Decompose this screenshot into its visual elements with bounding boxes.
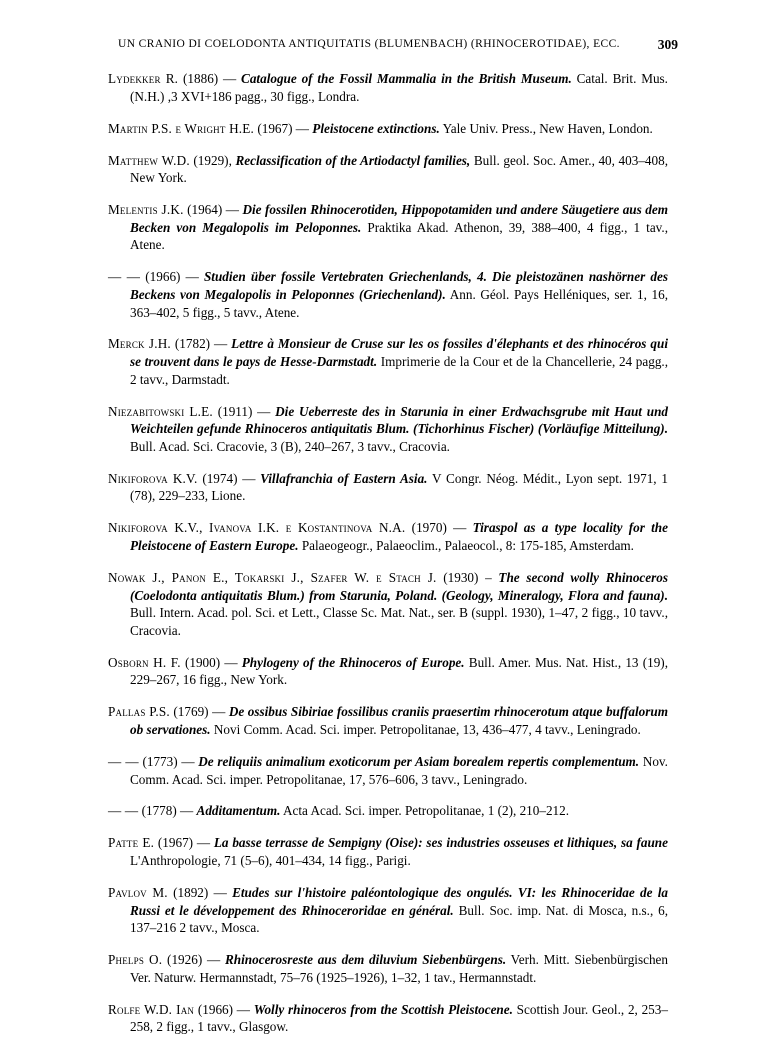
reference-title: Die fossilen Rhinocerotiden, Hippopotamiden und andere Säugetiere aus dem Becken von Megalopolis im Peloponnes. [130, 202, 668, 235]
reference-details: V Congr. Néog. Médit., Lyon sept. 1971, 1 (78), 229–233, Lione. [130, 470, 668, 504]
reference-year: (1778) — [138, 803, 197, 819]
reference-year: (1911) — [212, 403, 276, 419]
reference-author: Nikiforova K.V. [108, 470, 198, 486]
reference-details: Acta Acad. Sci. imper. Petropolitanae, 1 (2), 210–212. [280, 803, 570, 819]
reference-year: (1886) — [178, 71, 242, 86]
reference-details: Catal. Brit. Mus. (N.H.) ,3 XVI+186 pagg., 30 figg., Londra. [130, 71, 668, 104]
reference-author: Osborn H. F. [108, 654, 181, 670]
reference-author: — — [108, 269, 141, 285]
reference-title: Tiraspol as a type locality for the Pleistocene of Eastern Europe. [130, 520, 668, 553]
reference-title: Rhinocerosreste aus dem diluvium Siebenbürgens. [225, 952, 507, 968]
reference-entry [108, 654, 668, 689]
reference-details: Scottish Jour. Geol., 2, 253–258, 2 figg., 1 tavv., Glasgow. [130, 1001, 668, 1035]
reference-details: Ann. Géol. Pays Helléniques, ser. 1, 16, 363–402, 5 figg., 5 tavv., Atene. [130, 286, 668, 320]
reference-list [108, 70, 668, 1050]
reference-title: Pleistocene extinctions. [312, 120, 440, 136]
running-header [118, 38, 678, 50]
reference-title: Reclassification of the Artiodactyl families, [235, 152, 471, 168]
reference-entry [108, 753, 668, 788]
reference-title: Etudes sur l'histoire paléontologique des ongulés. VI: les Rhinoceridae de la Russi et le développement des Rhinoceroridae en général. [130, 885, 669, 918]
reference-details: Bull. Amer. Mus. Nat. Hist., 13 (19), 229–267, 16 figg., New York. [130, 654, 668, 688]
reference-year: (1967) — [254, 120, 313, 136]
reference-title: Catalogue of the Fossil Mammalia in the British Museum. [241, 71, 572, 86]
reference-author: Matthew W.D. [108, 152, 190, 168]
reference-details: L'Anthropologie, 71 (5–6), 401–434, 14 figg., Parigi. [130, 853, 411, 869]
reference-entry [108, 1001, 668, 1036]
reference-details: Imprimerie de la Cour et de la Chancellerie, 24 pagg., 2 tavv., Darmstadt. [130, 354, 669, 387]
reference-year: (1966) — [140, 269, 204, 285]
reference-title: The second wolly Rhinoceros (Coelodonta antiquitatis Blum.) from Starunia, Poland. (Geology, Mineralogy, Flora and fauna). [130, 569, 668, 603]
reference-title: La basse terrasse de Sempigny (Oise): ses industries osseuses et lithiques, sa faune [213, 835, 668, 851]
reference-details: Novi Comm. Acad. Sci. imper. Petropolitanae, 13, 436–477, 4 tavv., Leningrado. [210, 721, 641, 737]
reference-details: Bull. Soc. imp. Nat. di Mosca, n.s., 6, 137–216 2 tavv., Mosca. [130, 902, 669, 936]
reference-entry [108, 519, 668, 554]
reference-entry [108, 569, 668, 639]
reference-title: Wolly rhinoceros from the Scottish Pleistocene. [253, 1001, 513, 1017]
reference-details: Bull. Acad. Sci. Cracovie, 3 (B), 240–267, 3 tavv., Cracovia. [130, 438, 450, 454]
reference-title: De reliquiis animalium exoticorum per Asiam borealem repertis complementum. [198, 753, 640, 769]
reference-entry [108, 403, 668, 456]
reference-year: (1929), [189, 152, 236, 168]
reference-year: (1970) — [405, 520, 473, 536]
reference-title: De ossibus Sibiriae fossilibus craniis praesertim rhinocerotum atque buffalorum ob servationes. [130, 704, 668, 737]
reference-author: Nowak J., Panon E., Tokarski J., Szafer W. e Stach J. [108, 569, 437, 585]
reference-entry [108, 335, 668, 388]
reference-author: Niezabitowski L.E. [108, 403, 213, 419]
reference-year: (1930) – [436, 569, 499, 585]
reference-title: Villafranchia of Eastern Asia. [260, 470, 428, 486]
reference-entry [108, 951, 668, 986]
reference-entry [108, 470, 668, 505]
reference-year: (1769) — [169, 704, 229, 720]
reference-title: Phylogeny of the Rhinoceros of Europe. [241, 654, 465, 670]
reference-title: Additamentum. [196, 803, 281, 819]
reference-author: Pallas P.S. [108, 704, 170, 720]
reference-entry [108, 120, 668, 138]
reference-entry [108, 201, 668, 254]
reference-entry [108, 802, 668, 820]
reference-details: Bull. Intern. Acad. pol. Sci. et Lett., Classe Sc. Mat. Nat., ser. B (suppl. 1930), 1–47, 2 figg., 10 tavv., Cracovia. [130, 605, 668, 638]
reference-details: Praktika Akad. Athenon, 39, 388–400, 4 figg., 1 tav., Atene. [130, 219, 669, 253]
reference-details: Palaeogeogr., Palaeoclim., Palaeocol., 8: 175-185, Amsterdam. [298, 538, 634, 553]
running-title: UN CRANIO DI COELODONTA ANTIQUITATIS (BLUMENBACH) (RHINOCEROTIDAE), ECC. [118, 38, 620, 50]
reference-year: (1773) — [138, 753, 199, 769]
reference-title: Die Ueberreste des in Starunia in einer Erdwachsgrube mit Haut und Weichteilen gefunde Rhinoceros antiquitatis Blum. (Tichorhinus Fischer) (Vorläufige Mitteilung). [130, 403, 668, 437]
reference-details: Bull. geol. Soc. Amer., 40, 403–408, New York. [130, 152, 668, 186]
reference-author: Melentis J.K. [108, 202, 184, 218]
reference-year: (1974) — [197, 470, 261, 486]
reference-author: Rolfe W.D. Ian [108, 1001, 195, 1017]
reference-year: (1967) — [154, 835, 214, 851]
reference-author: Nikiforova K.V., Ivanova I.K. e Kostantinova N.A. [108, 520, 406, 536]
reference-author: Martin P.S. e Wright H.E. [108, 120, 255, 136]
reference-entry [108, 884, 668, 937]
reference-year: (1926) — [162, 952, 225, 968]
reference-details: Yale Univ. Press., New Haven, London. [439, 120, 653, 136]
reference-year: (1782) — [170, 336, 232, 352]
reference-details: Verh. Mitt. Siebenbürgischen Ver. Naturw. Hermannstadt, 75–76 (1925–1926), 1–32, 1 tav., Hermannstadt. [130, 952, 668, 985]
reference-author: Phelps O. [108, 952, 163, 968]
reference-title: Lettre à Monsieur de Cruse sur les os fossiles d'élephants et des rhinocéros qui se trouvent dans le pays de Hesse-Darmstadt. [130, 336, 668, 370]
reference-entry [108, 70, 668, 105]
reference-entry [108, 834, 668, 869]
reference-title: Studien über fossile Vertebraten Griechenlands, 4. Die pleistozänen nashörner des Beckens von Megalopolis in Peloponnes (Griechenland). [130, 269, 668, 302]
reference-year: (1964) — [183, 202, 243, 218]
reference-year: (1966) — [194, 1001, 254, 1017]
reference-author: Patte E. [108, 835, 155, 851]
reference-author: Merck J.H. [108, 336, 171, 352]
reference-year: (1892) — [167, 885, 233, 901]
reference-entry [108, 703, 668, 738]
reference-author: — — [108, 753, 139, 769]
reference-details: Nov. Comm. Acad. Sci. imper. Petropolitanae, 17, 576–606, 3 tavv., Leningrado. [130, 753, 668, 787]
reference-author: Pavlov M. [108, 885, 168, 901]
reference-entry [108, 152, 668, 187]
page-number: 309 [657, 37, 678, 52]
reference-author: Lydekker R. [108, 71, 179, 86]
reference-entry [108, 268, 668, 321]
reference-year: (1900) — [180, 654, 242, 670]
reference-author: — — [108, 803, 139, 819]
